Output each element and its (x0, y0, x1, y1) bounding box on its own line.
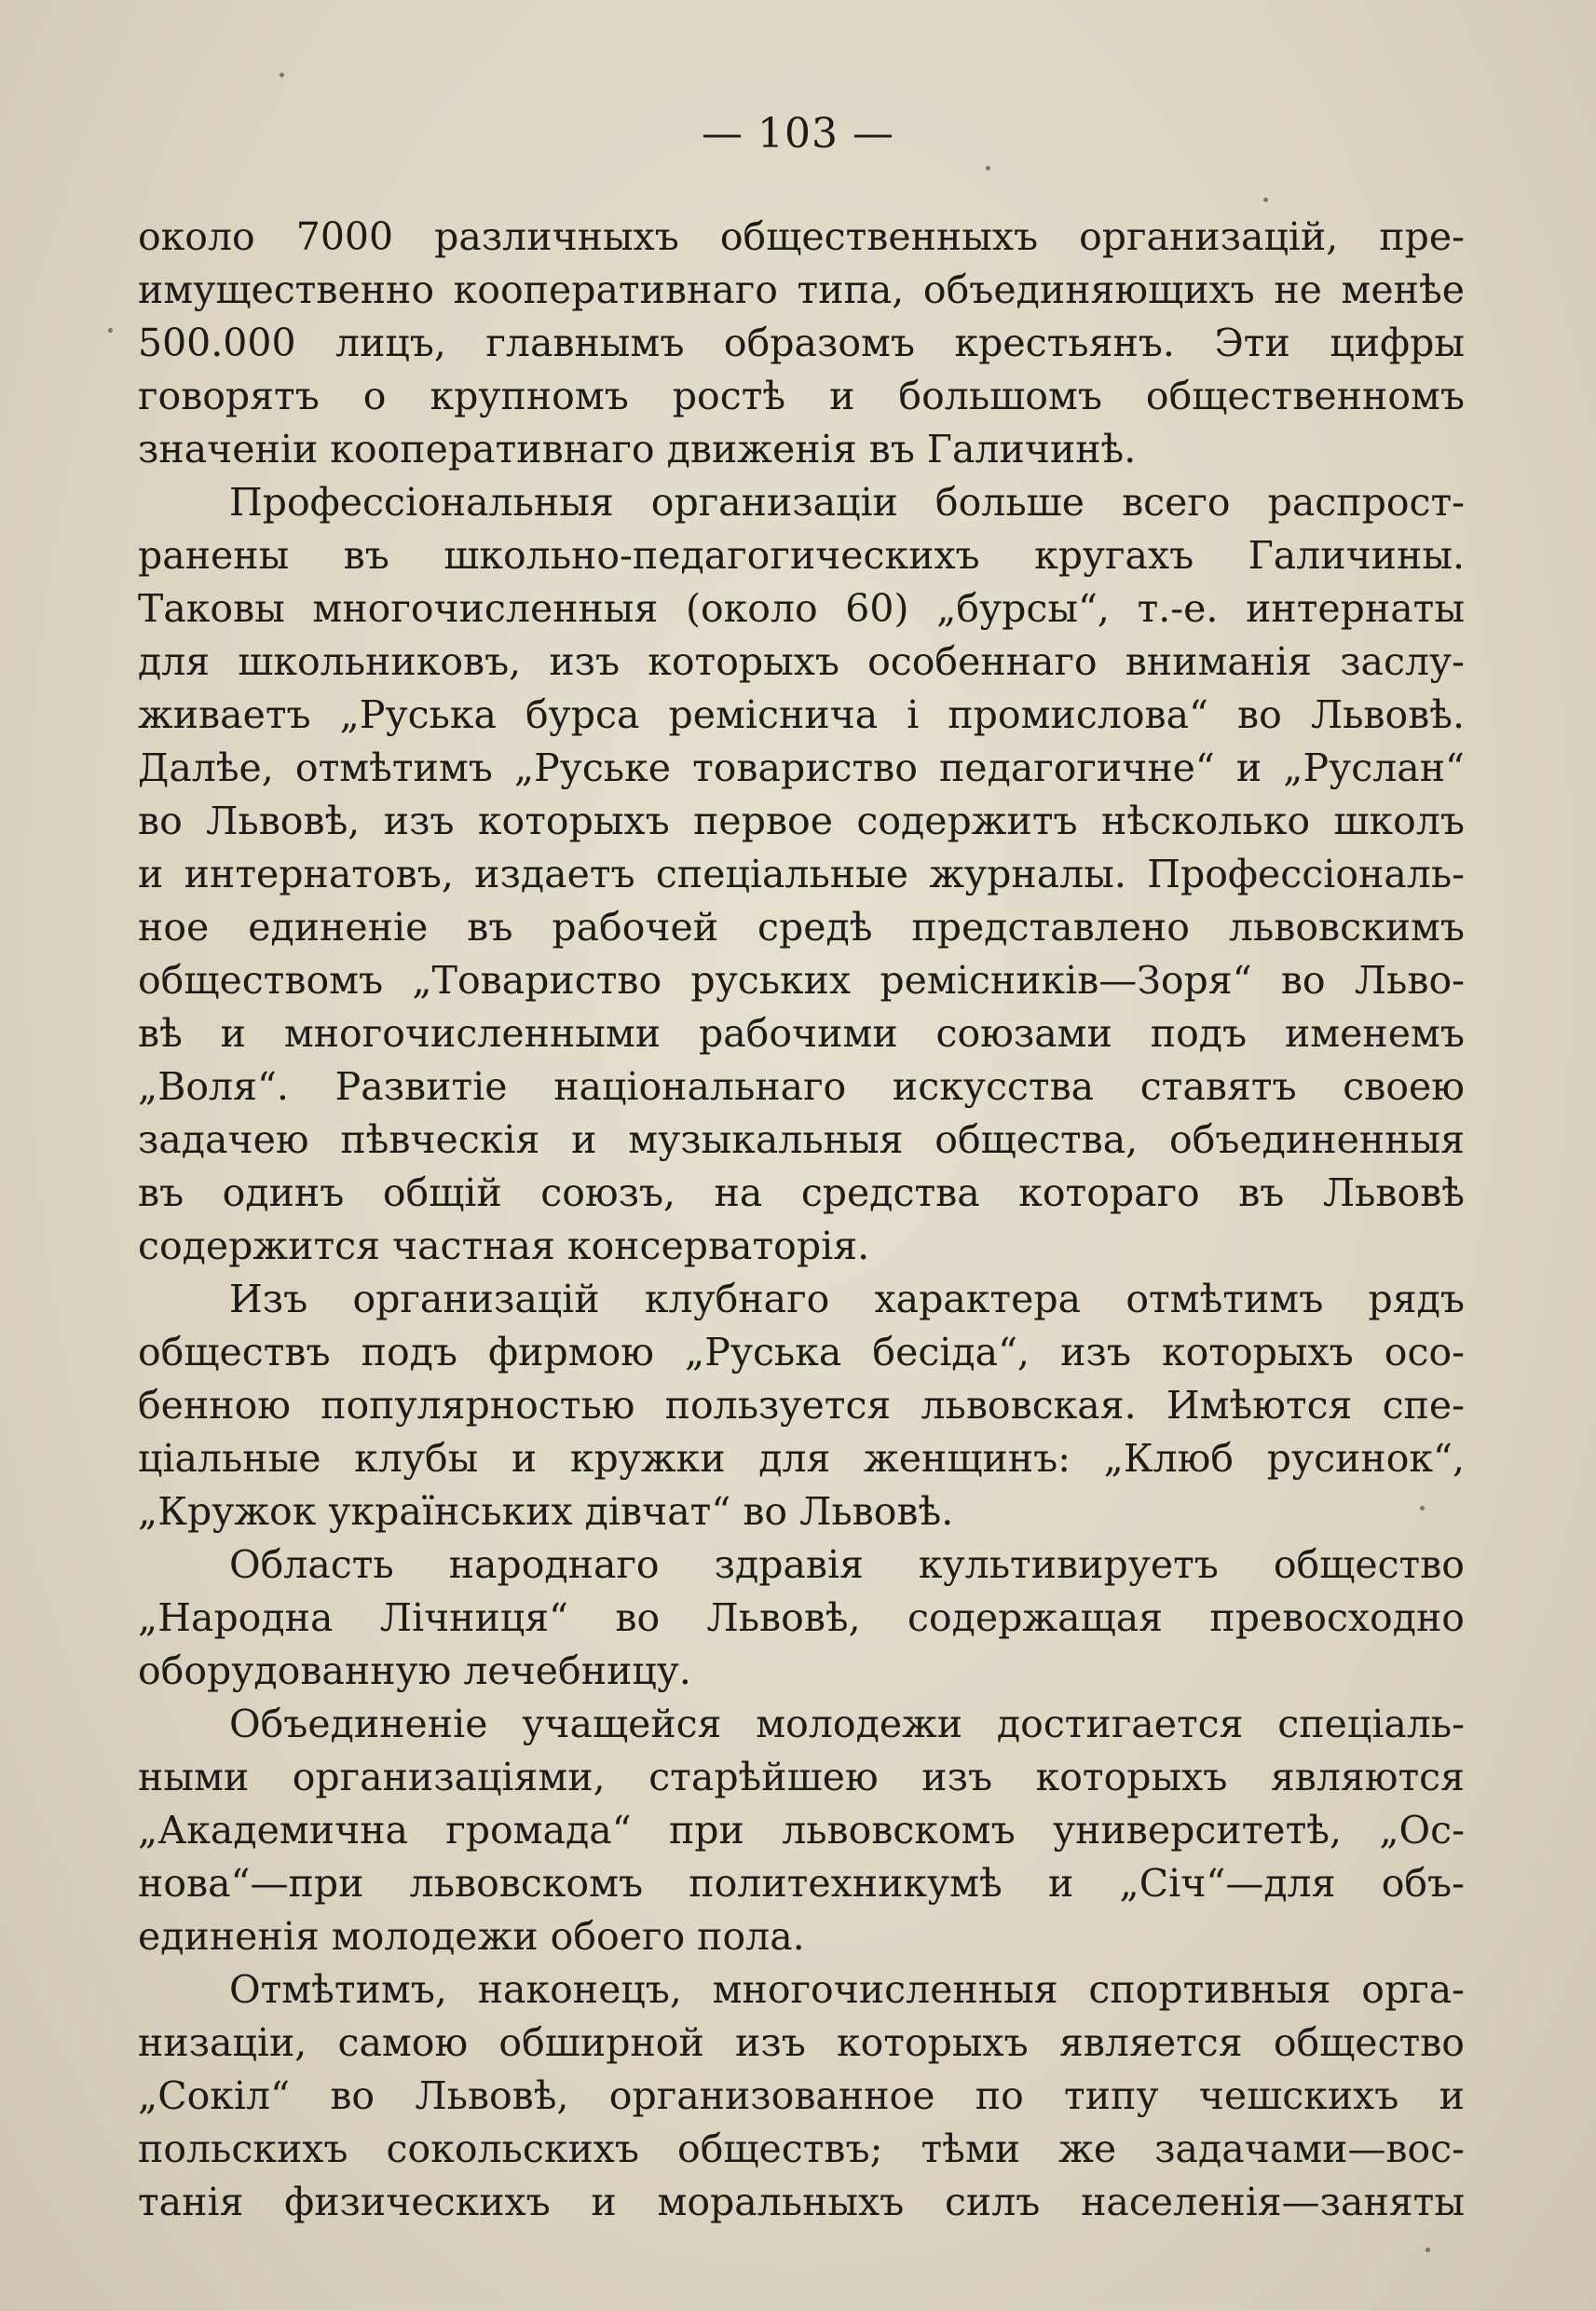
text-line: оборудованную лечебницу. (138, 1648, 691, 1693)
text-line: задачею пѣвческія и музыкальныя общества, объединенныя (138, 1117, 1465, 1162)
body-text (138, 211, 1465, 2229)
text-line: ціальные клубы и кружки для женщинъ: „Клюб русинок“, (138, 1436, 1465, 1481)
text-line: „Сокіл“ во Львовѣ, организованное по типу чешскихъ и (138, 2073, 1465, 2118)
text-line: имущественно кооперативнаго типа, объединяющихъ не менѣе (138, 267, 1465, 312)
paragraph (138, 211, 1465, 476)
text-line: „Народна Лічниця“ во Львовѣ, содержащая превосходно (138, 1595, 1465, 1640)
text-line: говорятъ о крупномъ ростѣ и большомъ общественномъ (138, 374, 1465, 418)
text-line: Область народнаго здравія культивируетъ общество (229, 1542, 1465, 1587)
text-line: низаціи, самою обширной изъ которыхъ является общество (138, 2020, 1465, 2065)
text-line: 500.000 лицъ, главнымъ образомъ крестьянъ. Эти цифры (138, 321, 1465, 365)
text-line: значеніи кооперативнаго движенія въ Галичинѣ. (138, 427, 1137, 472)
scan-speck (986, 166, 990, 171)
text-line: ными организаціями, старѣйшею изъ которыхъ являются (138, 1755, 1465, 1799)
text-line: польскихъ сокольскихъ обществъ; тѣми же задачами—вос- (138, 2126, 1465, 2171)
paragraph (138, 1698, 1465, 1963)
text-line: Таковы многочисленныя (около 60) „бурсы“, т.-е. интернаты (138, 586, 1465, 631)
text-line: Профессіональныя организаціи больше всего распрост- (229, 480, 1465, 525)
paragraph (138, 1273, 1465, 1538)
text-line: обществъ подъ фирмою „Руська бесіда“, изъ которыхъ осо- (138, 1330, 1465, 1374)
text-line: вѣ и многочисленными рабочими союзами подъ именемъ (138, 1011, 1465, 1056)
scan-speck (1420, 1506, 1425, 1511)
scan-speck (280, 73, 284, 77)
text-line: бенною популярностью пользуется львовская. Имѣются спе- (138, 1383, 1465, 1428)
paragraph (138, 476, 1465, 1273)
text-line: „Кружок українських дівчат“ во Львовѣ. (138, 1489, 954, 1534)
text-line: для школьниковъ, изъ которыхъ особеннаго вниманія заслу- (138, 639, 1465, 684)
text-line: Далѣе, отмѣтимъ „Руське товариство педагогичне“ и „Руслан“ (138, 745, 1465, 790)
text-line: обществомъ „Товариство руських ремісників—Зоря“ во Льво- (138, 958, 1465, 1003)
text-line: танія физическихъ и моральныхъ силъ населенія—заняты (138, 2180, 1465, 2224)
paragraph (138, 1963, 1465, 2229)
text-line: „Академична громада“ при львовскомъ университетѣ, „Ос- (138, 1808, 1465, 1853)
text-line: содержится частная консерваторія. (138, 1224, 870, 1268)
text-line: единенія молодежи обоего пола. (138, 1914, 805, 1959)
text-line: „Воля“. Развитіе національнаго искусства ставятъ своею (138, 1064, 1465, 1109)
text-line: Изъ организацій клубнаго характера отмѣтимъ рядъ (229, 1277, 1465, 1321)
scan-speck (1263, 198, 1268, 202)
text-line: во Львовѣ, изъ которыхъ первое содержитъ нѣсколько школъ (138, 799, 1465, 843)
text-line: живаетъ „Руська бурса ремісничa і промислова“ во Львовѣ. (138, 692, 1465, 737)
text-line: нова“—при львовскомъ политехникумѣ и „Січ“—для объ- (138, 1861, 1465, 1906)
scan-speck (1425, 2248, 1430, 2252)
text-line: въ одинъ общій союзъ, на средства котораго въ Львовѣ (138, 1170, 1465, 1215)
scan-speck (108, 328, 113, 333)
text-line: Объединеніе учащейся молодежи достигается спеціаль- (229, 1702, 1465, 1746)
paragraph (138, 1538, 1465, 1698)
page-number: — 103 — (702, 110, 894, 157)
text-line: и интернатовъ, издаетъ спеціальные журналы. Профессіональ- (138, 852, 1465, 896)
text-line: около 7000 различныхъ общественныхъ организацій, пре- (138, 214, 1465, 259)
text-line: Отмѣтимъ, наконецъ, многочисленныя спортивныя орга- (229, 1967, 1465, 2012)
text-line: ранены въ школьно-педагогическихъ кругахъ Галичины. (138, 533, 1465, 578)
text-line: ное единеніе въ рабочей средѣ представлено львовскимъ (138, 905, 1465, 950)
